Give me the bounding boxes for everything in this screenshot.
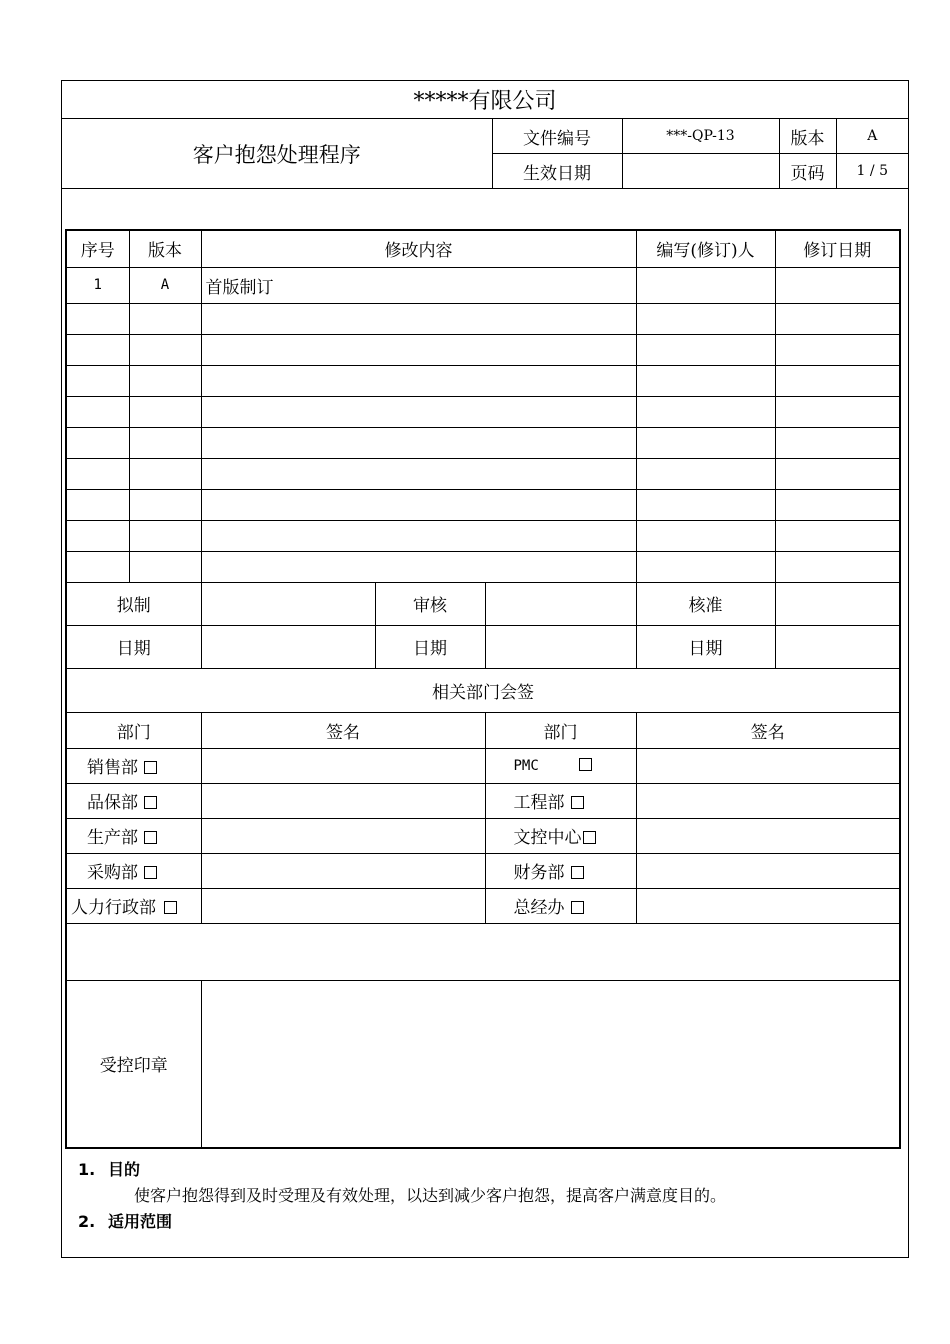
checkbox-icon[interactable] <box>571 901 584 914</box>
revision-version <box>129 427 201 458</box>
revision-no <box>66 334 129 365</box>
revision-author[interactable] <box>636 303 775 334</box>
table-row <box>66 888 900 923</box>
page-label: 页码 <box>779 154 836 189</box>
revision-author[interactable] <box>636 334 775 365</box>
dept-name: 销售部 <box>87 758 138 778</box>
checkbox-icon[interactable] <box>164 901 177 914</box>
revision-and-signoff-table <box>65 229 901 1149</box>
revision-version <box>129 396 201 427</box>
blank-row <box>66 923 900 980</box>
document-page <box>61 80 909 1258</box>
document-title: 客户抱怨处理程序 <box>62 119 492 189</box>
approved-signature[interactable] <box>775 582 900 625</box>
revision-date[interactable] <box>775 427 900 458</box>
effective-date-value <box>622 154 779 189</box>
checkbox-icon[interactable] <box>144 761 157 774</box>
revision-author[interactable] <box>636 520 775 551</box>
revision-author[interactable] <box>636 427 775 458</box>
section-title: 目的 <box>108 1160 141 1179</box>
col-header-content: 修改内容 <box>201 230 636 267</box>
version-label: 版本 <box>779 119 836 154</box>
table-row <box>66 551 900 582</box>
table-row <box>66 365 900 396</box>
table-row <box>66 783 900 818</box>
table-row <box>66 427 900 458</box>
dept-signature-left[interactable] <box>201 748 485 783</box>
table-row <box>66 818 900 853</box>
prepared-signature[interactable] <box>201 582 375 625</box>
dept-checkbox-left[interactable] <box>66 853 201 888</box>
prepared-label: 拟制 <box>66 582 201 625</box>
version-value: A <box>836 119 908 154</box>
section-heading <box>78 1157 898 1183</box>
col-header-date: 修订日期 <box>775 230 900 267</box>
dept-signature-left[interactable] <box>201 783 485 818</box>
dept-checkbox-right[interactable] <box>485 783 636 818</box>
file-number-label: 文件编号 <box>492 119 622 154</box>
table-row <box>66 303 900 334</box>
revision-no <box>66 396 129 427</box>
dept-name: 采购部 <box>87 863 138 883</box>
revision-no <box>66 551 129 582</box>
countersign-header-row <box>66 712 900 748</box>
company-name: *****有限公司 <box>62 81 908 119</box>
section-number: 2. <box>78 1212 96 1231</box>
section-title: 适用范围 <box>108 1212 173 1231</box>
checkbox-icon[interactable] <box>144 866 157 879</box>
page-number: 1 / 5 <box>836 154 908 189</box>
countersign-title: 相关部门会签 <box>66 668 900 712</box>
dept-checkbox-right[interactable] <box>485 853 636 888</box>
revision-version <box>129 551 201 582</box>
table-row <box>66 458 900 489</box>
checkbox-icon[interactable] <box>144 831 157 844</box>
dept-checkbox-left[interactable] <box>66 888 201 923</box>
col-header-author: 编写(修订)人 <box>636 230 775 267</box>
revision-date[interactable] <box>775 396 900 427</box>
section-number: 1. <box>78 1160 96 1179</box>
revision-author[interactable] <box>636 365 775 396</box>
dept-name: 工程部 <box>513 793 565 813</box>
dept-checkbox-left[interactable] <box>66 748 201 783</box>
dept-checkbox-right[interactable] <box>485 818 636 853</box>
revision-content[interactable] <box>201 458 636 489</box>
revision-content[interactable] <box>201 396 636 427</box>
approved-label: 核准 <box>636 582 775 625</box>
dept-signature-right[interactable] <box>636 818 900 853</box>
revision-content[interactable] <box>201 520 636 551</box>
revision-version <box>129 458 201 489</box>
revision-header-row <box>66 230 900 267</box>
reviewed-date[interactable] <box>485 625 636 668</box>
section-text: 使客户抱怨得到及时受理及有效处理，以达到减少客户抱怨，提高客户满意度目的。 <box>134 1186 727 1205</box>
table-row <box>66 267 900 303</box>
dept-signature-left[interactable] <box>201 853 485 888</box>
dept-header-right: 部门 <box>485 712 636 748</box>
dept-name: 总经办 <box>513 898 565 918</box>
revision-author[interactable] <box>636 458 775 489</box>
sign-header-left: 签名 <box>201 712 485 748</box>
revision-content[interactable] <box>201 551 636 582</box>
revision-no <box>66 458 129 489</box>
dept-signature-right[interactable] <box>636 783 900 818</box>
effective-date-label: 生效日期 <box>492 154 622 189</box>
revision-no <box>66 303 129 334</box>
col-header-no: 序号 <box>66 230 129 267</box>
revision-author[interactable] <box>636 489 775 520</box>
dept-checkbox-left[interactable] <box>66 818 201 853</box>
table-row <box>66 334 900 365</box>
checkbox-icon[interactable] <box>583 831 596 844</box>
revision-date[interactable] <box>775 365 900 396</box>
checkbox-icon[interactable] <box>571 796 584 809</box>
dept-signature-left[interactable] <box>201 888 485 923</box>
revision-content[interactable] <box>201 427 636 458</box>
dept-name: 生产部 <box>87 828 138 848</box>
dept-name: 财务部 <box>513 863 565 883</box>
dept-checkbox-left[interactable] <box>66 783 201 818</box>
dept-signature-right[interactable] <box>636 748 900 783</box>
document-header <box>62 81 908 189</box>
dept-checkbox-right[interactable] <box>485 888 636 923</box>
revision-date[interactable] <box>775 489 900 520</box>
sign-header-right: 签名 <box>636 712 900 748</box>
table-row <box>66 396 900 427</box>
dept-signature-right[interactable] <box>636 853 900 888</box>
revision-date[interactable] <box>775 458 900 489</box>
table-row <box>66 748 900 783</box>
revision-content[interactable] <box>201 334 636 365</box>
revision-no: 1 <box>66 267 129 303</box>
revision-date[interactable] <box>775 551 900 582</box>
revision-date[interactable] <box>775 520 900 551</box>
dept-name: 品保部 <box>87 793 138 813</box>
reviewed-date-label: 日期 <box>375 625 485 668</box>
table-row <box>66 520 900 551</box>
revision-no <box>66 520 129 551</box>
document-body <box>78 1157 898 1235</box>
col-header-version: 版本 <box>129 230 201 267</box>
checkbox-icon[interactable] <box>144 796 157 809</box>
dept-signature-right[interactable] <box>636 888 900 923</box>
dept-header-left: 部门 <box>66 712 201 748</box>
checkbox-icon[interactable] <box>579 758 592 771</box>
revision-version: A <box>129 267 201 303</box>
revision-author[interactable] <box>636 396 775 427</box>
table-row <box>66 489 900 520</box>
revision-date[interactable] <box>775 303 900 334</box>
dept-name: PMC <box>513 757 539 774</box>
file-number-value: ***-QP-13 <box>622 119 779 154</box>
revision-content[interactable]: 首版制订 <box>201 267 636 303</box>
table-row <box>66 853 900 888</box>
revision-content[interactable] <box>201 365 636 396</box>
approval-date-row <box>66 625 900 668</box>
stamp-row <box>66 980 900 1148</box>
revision-date[interactable] <box>775 334 900 365</box>
revision-author[interactable] <box>636 267 775 303</box>
revision-no <box>66 365 129 396</box>
dept-name: 文控中心 <box>513 828 582 848</box>
dept-name: 人力行政部 <box>71 898 156 918</box>
prepared-date[interactable] <box>201 625 375 668</box>
section-heading <box>78 1209 898 1235</box>
reviewed-signature[interactable] <box>485 582 636 625</box>
approved-date[interactable] <box>775 625 900 668</box>
dept-signature-left[interactable] <box>201 818 485 853</box>
approval-row <box>66 582 900 625</box>
revision-content[interactable] <box>201 303 636 334</box>
revision-version <box>129 365 201 396</box>
revision-no <box>66 427 129 458</box>
approved-date-label: 日期 <box>636 625 775 668</box>
prepared-date-label: 日期 <box>66 625 201 668</box>
revision-author[interactable] <box>636 551 775 582</box>
revision-version <box>129 489 201 520</box>
checkbox-icon[interactable] <box>571 866 584 879</box>
dept-checkbox-right[interactable] <box>485 748 636 783</box>
revision-version <box>129 520 201 551</box>
revision-version <box>129 303 201 334</box>
reviewed-label: 审核 <box>375 582 485 625</box>
revision-no <box>66 489 129 520</box>
revision-content[interactable] <box>201 489 636 520</box>
stamp-label: 受控印章 <box>66 980 201 1148</box>
revision-version <box>129 334 201 365</box>
stamp-area <box>201 980 900 1148</box>
revision-date[interactable] <box>775 267 900 303</box>
